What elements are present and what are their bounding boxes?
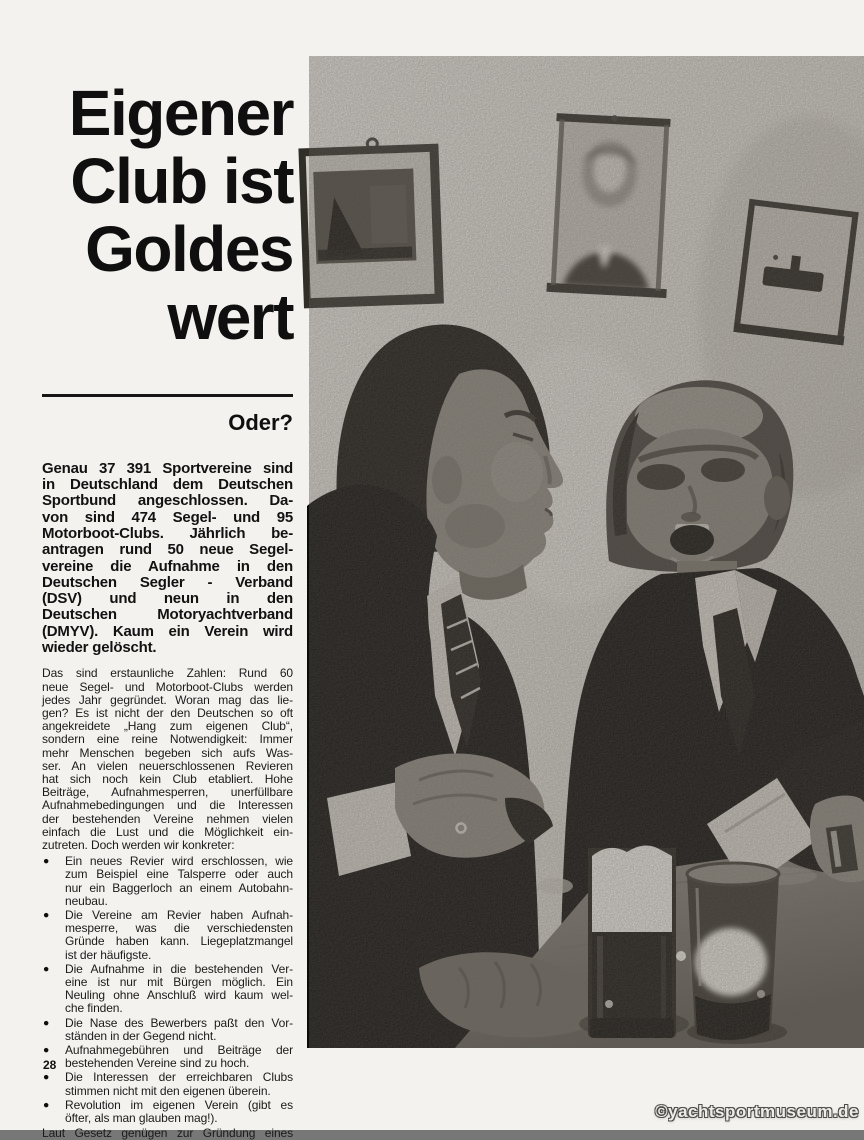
bullet-text: Die Vereine am Revier haben Aufnah- mesperre, was die verschiedensten Gründe haben kann. Liegeplatzmangel ist der häufigste. — [65, 907, 293, 962]
body-paragraph: Das sind erstaunliche Zahlen: Rund 60 neue Segel- und Motorboot-Clubs werden jedes Jahr gegründet. Woran mag das lie- gen? Es ist nicht der den Deutschen so oft angekreidete „Hang zum eigenen Club“, sondern eine reine Notwendigkeit: Immer mehr Menschen begeben sich aufs Was- ser. An vielen neuerschlossenen Revieren hat sich noch kein Club etabliert. Hohe Beiträge, Aufnahmesperren, unerfüllbare Aufnahmebedingungen und die Interessen der bestehenden Vereine nehmen vielen einfach die Lust und die Möglichkeit ein- zutreten. Doch werden wir konkreter: — [42, 666, 293, 852]
bullet-text: Ein neues Revier wird erschlossen, wie zum Beispiel eine Talsperre oder auch nur ein Baggerloch an einem Autobahn- neubau. — [65, 854, 293, 908]
photo-grain — [309, 56, 864, 1048]
bullet-item — [42, 855, 293, 908]
bullet-icon: ● — [43, 1098, 50, 1111]
bullet-text: Die Interessen der erreichbaren Clubs stimmen nicht mit den eigenen überein. — [65, 1070, 293, 1098]
article-photo — [309, 56, 864, 1048]
title-divider — [42, 394, 293, 397]
bullet-item — [42, 1071, 293, 1097]
photo-illustration — [309, 56, 864, 1048]
article-kicker: Oder? — [228, 409, 293, 435]
bullet-item — [42, 909, 293, 962]
bullet-icon: ● — [43, 1016, 50, 1029]
bullet-list — [42, 855, 293, 1125]
bullet-item — [42, 1044, 293, 1070]
bullet-icon: ● — [43, 1071, 50, 1084]
page-number: 28 — [43, 1058, 57, 1072]
watermark: ©yachtsportmuseum.de — [655, 1102, 859, 1121]
bullet-icon: ● — [43, 962, 50, 975]
bullet-item — [42, 963, 293, 1016]
closing-line: Laut Gesetz genügen zur Gründung eines — [42, 1126, 293, 1140]
article-column — [42, 36, 293, 1140]
bullet-item — [42, 1017, 293, 1043]
bullet-text: Aufnahmegebühren und Beiträge der bestehenden Vereine sind zu hoch. — [65, 1043, 293, 1071]
bullet-text: Die Aufnahme in die bestehenden Ver- eine ist nur mit Bürgen möglich. Ein Neuling ohne Anschluß wird kaum wel- che finden. — [65, 961, 293, 1016]
article-title: Eigener Club ist Goldes wert — [68, 76, 293, 353]
bullet-icon: ● — [43, 855, 50, 868]
bullet-text: Revolution im eigenen Verein (gibt es öfter, als man glauben mag!). — [65, 1097, 293, 1126]
bullet-item — [42, 1099, 293, 1125]
bullet-icon: ● — [43, 1044, 50, 1056]
intro-paragraph: Genau 37 391 Sportvereine sind in Deutschland dem Deutschen Sportbund angeschlossen. Da- von sind 474 Segel- und 95 Motorboot-Clubs. Jährlich be- antragen rund 50 neue Segel- vereine die Aufnahme in den Deutschen Segler - Verband (DSV) und neun in den Deutschen Motoryachtverband (DMYV). Kaum ein Verein wird wieder gelöscht. — [42, 459, 293, 657]
bullet-icon: ● — [43, 908, 50, 921]
bullet-text: Die Nase des Bewerbers paßt den Vor- ständen in der Gegend nicht. — [65, 1015, 293, 1043]
